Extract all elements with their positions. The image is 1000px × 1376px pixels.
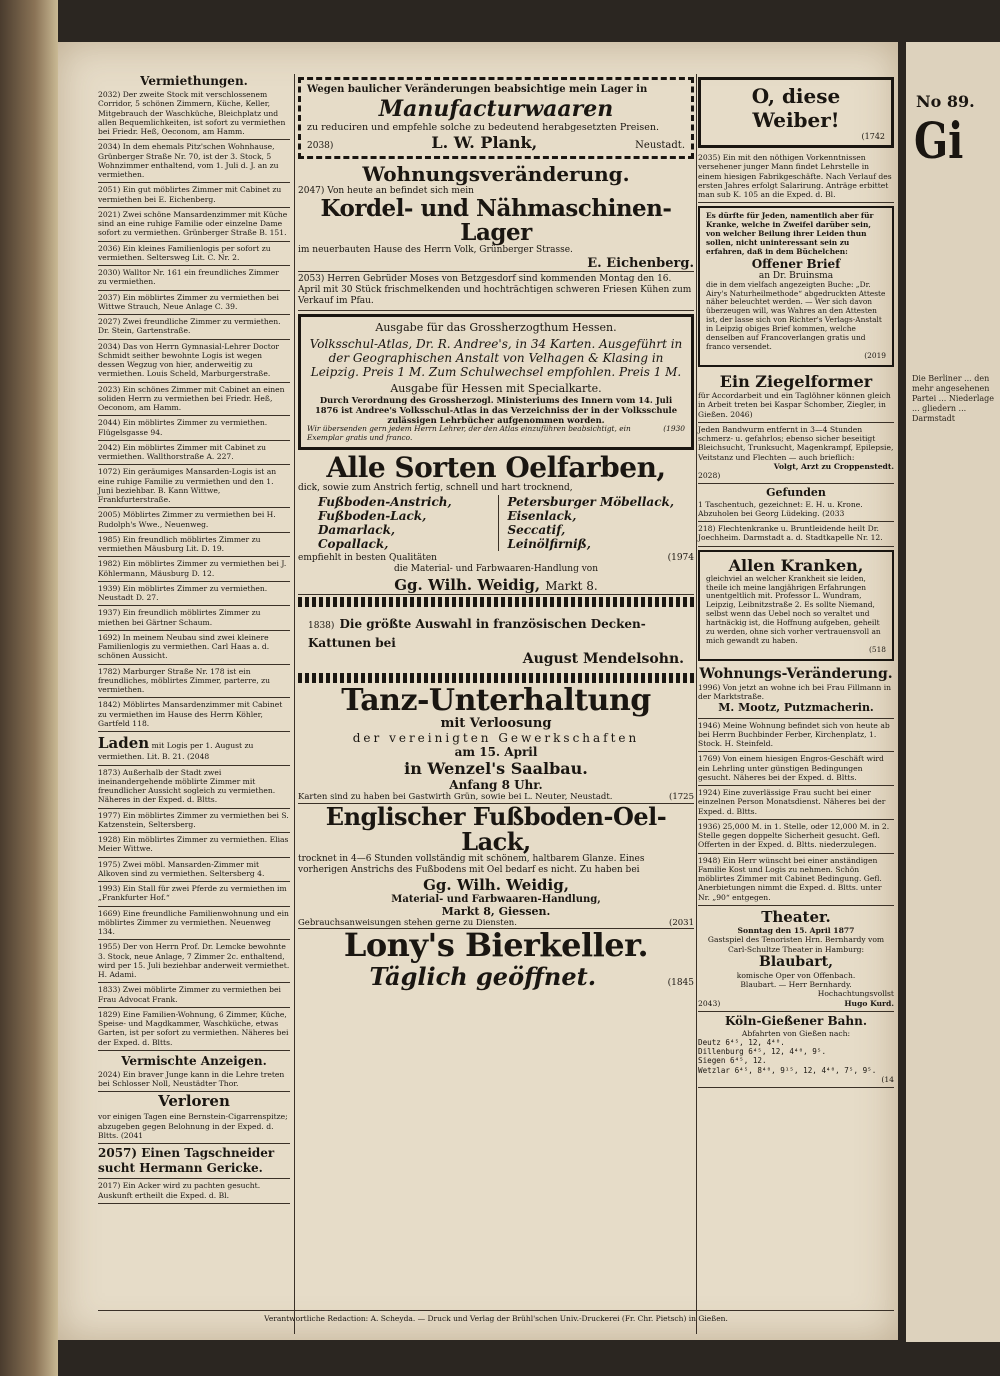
column-rule (294, 74, 295, 1334)
rental-ad: 2023) Ein schönes Zimmer mit Cabinet an einen soliden Herrn zu vermiethen bei Friedr. Heß, Oeconom, am Hamm. (98, 383, 290, 417)
dance-place: in Wenzel's Saalbau. (404, 759, 588, 779)
rental-ad: 2051) Ein gut möblirtes Zimmer mit Cabinet zu vermiethen bei E. Eichenberg. (98, 183, 290, 208)
ornament-border (298, 673, 694, 683)
rental-ad: 1955) Der von Herrn Prof. Dr. Lemcke bewohnte 3. Stock, neue Anlage, 7 Zimmer 2c. enthaltend, wird per 15. Juli beziehbar anderweit vermiethet. H. Adami. (98, 940, 290, 983)
found-heading: Gefunden (766, 486, 826, 500)
oil-title: Englischer Fußboden-Oel-Lack, (325, 801, 667, 856)
french-text: Die größte Auswahl in französischen Decken-Kattunen bei (308, 616, 646, 650)
rental-ad: 1829) Eine Familien-Wohnung, 6 Zimmer, Küche, Speise- und Magdkammer, Waschküche, etwas Garten, ist per sofort zu vermiethen. Näheres bei der Exped. d. Bltts. (98, 1008, 290, 1051)
brick-num: 2046) (730, 409, 753, 419)
paint-place: Markt 8. (545, 578, 598, 593)
theater-title: Theater. (761, 907, 831, 926)
beer-num: (1845 (667, 978, 694, 989)
theater-num: 2043) (698, 998, 721, 1008)
rail-timetable (698, 1038, 894, 1075)
brick-text: für Accordarbeit und ein Taglöhner können gleich in Arbeit treten bei Kaspar Schomber, Ziegler, in Gießen. (698, 391, 891, 419)
rental-ad: 2032) Der zweite Stock mit verschlossenem Corridor, 5 schönen Zimmern, Küche, Keller, Mitgebrauch der Waschküche, Bleichplatz und allen Bequemlichkeiten, ist sofort zu vermiethen bei Friedr. Heß, Oeconom, am Hamm. (98, 88, 290, 140)
manufactur-intro: Wegen baulicher Veränderungen beabsichtige mein Lager in (307, 84, 648, 95)
rental-ad: 2027) Zwei freundliche Zimmer zu vermiethen. Dr. Stein, Gartenstraße. (98, 315, 290, 340)
rental-ad: 1982) Ein möblirtes Zimmer zu vermiethen bei J. Köhlermann, Mäusburg D. 12. (98, 557, 290, 582)
theater-genre: komische Oper von Offenbach. (736, 970, 856, 980)
paint-item: Seccatif, (507, 523, 566, 538)
sick-num: (518 (869, 644, 886, 654)
book-spine (0, 0, 58, 1376)
rail-row: Deutz 6⁴⁵, 12, 4⁴⁰. (698, 1037, 785, 1047)
atlas-edition: Ausgabe für das Grossherzogthum Hessen. (375, 321, 617, 335)
paint-list-left (318, 495, 452, 551)
beer-title: Lony's Bierkeller. (343, 925, 649, 964)
manufactur-firm: L. W. Plank, (431, 133, 538, 153)
ad-1946: 1946) Meine Wohnung befindet sich von heute ab bei Herrn Buchbinder Ferber, Kirchenplatz, 1. Stock. H. Steinfeld. (698, 719, 894, 753)
move2-text: 1996) Von jetzt an wohne ich bei Frau Fillmann in der Marktstraße. (698, 682, 892, 701)
found-text: 1 Taschentuch, gezeichnet: E. H. u. Krone. Abzuholen bei Georg Lüdeking. (698, 499, 863, 518)
rail-title: Köln-Gießener Bahn. (724, 1013, 868, 1028)
rental-ad: 1928) Ein möblirtes Zimmer zu vermiethen. Elias Meier Wittwe. (98, 833, 290, 858)
theater-sig2: Hugo Kurd. (844, 998, 894, 1008)
paint-num: (1974 (667, 553, 694, 564)
sick-text: gleichviel an welcher Krankheit sie leiden, theile ich meine langjährigen Erfahrungen unentgeltlich mit. Professor L. Wundram, Leipzig, Leibnitzstraße 2. Es sollte Niemand, selbst wenn das Uebel noch so veraltet und hartnäckig ist, die Hoffnung aufgeben, geheilt zu werden, ohne sich vorher vertrauensvoll an mich gewandt zu haben. (706, 573, 881, 645)
beer-ad (298, 925, 694, 992)
dance-ad (298, 682, 694, 804)
move2-sig: M. Mootz, Putzmacherin. (718, 701, 874, 715)
dance-title: Tanz-Unterhaltung (341, 682, 651, 718)
beer-sub: Täglich geöffnet. (369, 962, 597, 992)
column-rule (696, 74, 697, 1334)
atlas-ad (298, 314, 694, 450)
ad-1948: 1948) Ein Herr wünscht bei einer anständigen Familie Kost und Logis zu nehmen. Schön möblirtes Zimmer mit Cabinet Bedingung. Gefl. Anerbietungen nimmt die Exped. d. Bltts. unter Nr. „90“ entgegen. (698, 854, 894, 906)
oil-ad (298, 801, 694, 929)
next-page-edge (906, 42, 1000, 1342)
dance-time: Anfang 8 Uhr. (449, 778, 543, 793)
laden-title: Laden (98, 734, 150, 752)
rail-sub: Abfahrten von Gießen nach: (741, 1028, 851, 1038)
oil-num: (2031 (669, 917, 694, 928)
rental-ad: 1977) Ein möblirtes Zimmer zu vermiethen bei S. Katzenstein, Seltersberg. (98, 809, 290, 834)
rental-ad: 2034) In dem ehemals Pitz'schen Wohnhause, Grünberger Straße Nr. 70, ist der 3. Stock, 5 Wohnzimmer enthaltend, vom 1. Juli d. J. an zu vermiethen. (98, 140, 290, 183)
rental-ad: 1939) Ein möblirtes Zimmer zu vermiethen. Neustadt D. 27. (98, 582, 290, 607)
brief-title: Offener Brief (751, 256, 841, 271)
paint-title: Alle Sorten Oelfarben, (326, 451, 666, 485)
rail-ad (698, 1012, 894, 1088)
french-num: 1838) (308, 620, 335, 631)
field-ad: 2017) Ein Acker wird zu pachten gesucht. Auskunft ertheilt die Exped. d. Bl. (98, 1179, 290, 1204)
brick-title: Ein Ziegelformer (719, 371, 873, 391)
weiber-num: (1742 (861, 132, 885, 141)
manufactur-place: Neustadt. (635, 140, 685, 152)
rental-ad: 2036) Ein kleines Familienlogis per sofort zu vermiethen. Seltersweg Lit. C. Nr. 2. (98, 242, 290, 267)
tailor-ad: 2057) Einen Tagschneider sucht Hermann Gericke. (98, 1144, 290, 1179)
mixed-ad: 2024) Ein braver Junge kann in die Lehre treten bei Schlosser Noll, Neustädter Thor. (98, 1068, 290, 1093)
sick-title: Allen Kranken, (728, 555, 864, 575)
rental-ad: 1782) Marburger Straße Nr. 178 ist ein freundliches, möblirtes Zimmer, parterre, zu vermiethen. (98, 665, 290, 699)
worm-sig: Volgt, Arzt zu Croppenstedt. (773, 461, 894, 471)
move-text: im neuerbauten Hause des Herrn Volk, Grünberger Strasse. (298, 245, 573, 256)
atlas-num: (1930 (663, 424, 685, 434)
newspaper-page (58, 42, 898, 1340)
rental-ad: 2034) Das von Herrn Gymnasial-Lehrer Doctor Schmidt seither bewohnte Logis ist wegen dessen Wegzug von hier, anderweitig zu vermiethen. Louis Scheld, Marburgerstraße. (98, 340, 290, 383)
brief-intro: Es dürfte für Jeden, namentlich aber für Kranke, welche in Zweifel darüber sein, von welcher Beilung ihrer Leiden thun sollen, nicht uninteressant sein zu erfahren, daß in dem Büchelchen: (706, 211, 874, 256)
paint-intro: dick, sowie zum Anstrich fertig, schnell und hart trocknend, (298, 482, 573, 493)
section-heading: Vermiethungen. (140, 74, 248, 88)
paint-item: Damarlack, (318, 523, 396, 538)
laden-ad (98, 732, 290, 766)
dance-date: am 15. April (454, 745, 538, 760)
paint-item: Copallack, (318, 537, 389, 552)
manufactur-text: zu reduciren und empfehle solche zu bedeutend herabgesetzten Preisen. (307, 122, 660, 133)
theater-play: Blaubart, (759, 953, 833, 970)
manufactur-ad (298, 77, 694, 159)
lichen-ad: 218) Flechtenkranke u. Bruntleidende heilt Dr. Joechheim. Darmstadt a. d. Stadtkapelle Nr. 12. (698, 522, 894, 547)
rental-ad: 1072) Ein geräumiges Mansarden-Logis ist an eine ruhige Familie zu vermiethen und den 1. Juni beziehbar. B. Kann Wittwe, Frankfurterstraße. (98, 465, 290, 508)
paint-item: Fußboden-Anstrich, (318, 495, 452, 510)
rental-ad: 1692) In meinem Neubau sind zwei kleinere Familienlogis zu vermiethen. Carl Haas a. d. schönen Aussicht. (98, 631, 290, 665)
worm-ad (698, 423, 894, 485)
dance-by: der vereinigten Gewerkschaften (352, 731, 640, 746)
french-sig: August Mendelsohn. (522, 650, 684, 667)
sick-ad (698, 550, 894, 661)
column-left (98, 74, 290, 1204)
atlas-note: Wir übersenden gern jedem Herrn Lehrer, der den Atlas einzuführen beabsichtigt, ein Exemplar gratis und franco. (307, 424, 631, 443)
ad-1769: 1769) Von einem hiesigen Engros-Geschäft wird ein Lehrling unter günstigen Bedingungen gesucht. Näheres bei der Exped. d. Bltts. (698, 752, 894, 786)
rental-ads-2 (98, 766, 290, 1051)
brief-text: die in dem vielfach angezeigten Buche: „Dr. Airy's Naturheilmethode“ abgedruckten Atteste näher beleuchtet werden. — Wer sich davon überzeugen will, was Wahres an den Attesten ist, der lasse sich von Richter's Verlags-Anstalt in Leipzig obiges Brief kommen, welche denselben auf Francoverlangen gratis und franco versendet. (706, 279, 886, 351)
paint-item: Fußboden-Lack, (318, 509, 427, 524)
ad-1936: 1936) 25,000 M. in 1. Stelle, oder 12,000 M. in 2. Stelle gegen doppelte Sicherheit gesucht. Gefl. Offerten in der Exped. d. Bltts. niederzulegen. (698, 820, 894, 854)
atlas-decree: Durch Verordnung des Grossherzogl. Ministeriums des Innern vom 14. Juli 1876 ist Andree's Volksschul-Atlas in das Verzeichniss der in der Volksschule zulässigen Lehrbücher aufgenommen worden. (314, 395, 678, 426)
brick-ad (698, 370, 894, 423)
paint-item: Leinölfirniß, (507, 537, 591, 552)
worm-text: Jeden Bandwurm entfernt in 3—4 Stunden schmerz- u. gefahrlos; ebenso sicher beseitigt Bleichsucht, Trunksucht, Magenkrampf, Epilepsie, Veitstanz und Flechten — auch brieflich: (698, 424, 894, 462)
ad-1924: 1924) Eine zuverlässige Frau sucht bei einer einzelnen Person Monatsdienst. Näheres bei der Exped. d. Bltts. (698, 786, 894, 820)
issue-number: No 89. (916, 92, 975, 111)
french-ad (298, 609, 694, 671)
move2-ad (698, 664, 894, 719)
rental-ad: 2005) Möblirtes Zimmer zu vermiethen bei H. Rudolph's Wwe., Neuenweg. (98, 508, 290, 533)
rental-ad: 2037) Ein möblirtes Zimmer zu vermiethen bei Wittwe Strauch, Neue Anlage C. 39. (98, 291, 290, 316)
laden-text: mit Logis per 1. August zu vermiethen. Lit. B. 21. (2048 (98, 741, 254, 762)
rental-ad: 1669) Eine freundliche Familienwohnung und ein möblirtes Zimmer zu vermiethen. Neuenweg 134. (98, 907, 290, 941)
paint-firm-line: die Material- und Farbwaaren-Handlung von (393, 564, 599, 575)
apprentice-ad: 2035) Ein mit den nöthigen Vorkenntnissen versehener junger Mann findet Lehrstelle in einem hiesigen Fabrikgeschäfte. Nach Verlauf des ersten Jahres erfolgt Salarirung. Anträge erbittet man sub K. 105 an die Exped. d. Bl. (698, 151, 894, 203)
move-intro: 2047) Von heute an befindet sich mein (298, 186, 474, 197)
rental-ad: 2030) Walltor Nr. 161 ein freundliches Zimmer zu vermiethen. (98, 266, 290, 291)
dance-tickets: Karten sind zu haben bei Gastwirth Grün, sowie bei L. Neuter, Neustadt. (298, 792, 613, 803)
cattle-ad: 2053) Herren Gebrüder Moses von Betzgesdorf sind kommenden Montag den 16. April mit 30 Stück frischmelkenden und hochträchtigen schweren Friesen Kühen zum Verkauf im Pfau. (298, 272, 694, 311)
brief-author: an Dr. Bruinsma (758, 270, 834, 281)
oil-note: Gebrauchsanweisungen stehen gerne zu Diensten. (298, 917, 517, 928)
rental-ad: 2044) Ein möblirtes Zimmer zu vermiethen. Flügelsgasse 94. (98, 416, 290, 441)
theater-sig1: Hochachtungsvollst (817, 989, 894, 999)
rental-ads (98, 88, 290, 732)
weiber-ad (698, 77, 894, 148)
paint-lists (298, 493, 694, 553)
move-big: Kordel- und Nähmaschinen-Lager (320, 195, 672, 247)
dance-sub: mit Verloosung (440, 716, 552, 732)
paint-item: Eisenlack, (507, 509, 577, 524)
theater-date: Sonntag den 15. April 1877 (737, 926, 855, 936)
weiber-title: O, diese Weiber! (751, 84, 841, 132)
lost-heading: Verloren (158, 1092, 230, 1111)
column-middle (298, 74, 694, 991)
rental-ad: 1985) Ein freundlich möblirtes Zimmer zu vermiethen Mäusburg Lit. D. 19. (98, 533, 290, 558)
lost-ad: vor einigen Tagen eine Bernstein-Cigarrenspitze; abzugeben gegen Belohnung in der Exped. d. Bltts. (2041 (98, 1110, 290, 1144)
paint-recommend: empfiehlt in besten Qualitäten (298, 553, 437, 564)
paint-firm: Gg. Wilh. Weidig, (394, 575, 541, 594)
theater-ad (698, 906, 894, 1012)
atlas-text: Volksschul-Atlas, Dr. R. Andree's, in 34 Karten. Ausgeführt in der Geographischen Anstalt von Velhagen & Klasing in Leipzig. Preis 1 M. Zum Schulwechsel empfohlen. Preis 1 M. (309, 337, 683, 380)
rail-num: (14 (881, 1074, 894, 1084)
worm-num: 2028) (698, 471, 721, 481)
atlas-special: Ausgabe für Hessen mit Specialkarte. (390, 382, 602, 396)
rail-row: Dillenburg 6⁴⁵, 12, 4⁴⁰, 9⁵. (698, 1047, 827, 1057)
rental-ad: 2021) Zwei schöne Mansardenzimmer mit Küche sind an eine ruhige Familie oder einzelne Dame sofort zu vermiethen. Grünberger Straße B. 151. (98, 208, 290, 242)
manufactur-title: Manufacturwaaren (378, 96, 614, 122)
rental-ad: 1873) Außerhalb der Stadt zwei ineinandergehende möblirte Zimmer mit freundlicher Aussicht sogleich zu vermiethen. Näheres in der Exped. d. Bltts. (98, 766, 290, 809)
rail-row: Siegen 6⁴⁵, 12. (698, 1056, 767, 1066)
move-title: Wohnungsveränderung. (362, 162, 630, 187)
rental-ad: 2042) Ein möblirtes Zimmer mit Cabinet zu vermiethen. Wallthorstraße A. 227. (98, 441, 290, 466)
brief-num: (2019 (864, 350, 886, 360)
masthead-fragment: Gi (914, 111, 964, 170)
manufactur-num: 2038) (307, 141, 334, 152)
found-ad (698, 484, 894, 522)
theater-guest: Gastspiel des Tenoristen Hrn. Bernhardy vom Carl-Schultze Theater in Hamburg: (707, 935, 885, 954)
oil-firm2: Material- und Farbwaaren-Handlung, (391, 893, 601, 905)
rental-ad: 1975) Zwei möbl. Mansarden-Zimmer mit Alkoven sind zu vermiethen. Seltersberg 4. (98, 858, 290, 883)
oil-firm: Gg. Wilh. Weidig, (423, 875, 569, 894)
rental-ad: 1833) Zwei möblirte Zimmer zu vermiethen bei Frau Advocat Frank. (98, 983, 290, 1008)
brief-ad (698, 206, 894, 366)
move2-title: Wohnungs-Veränderung. (699, 665, 893, 682)
oil-text: trocknet in 4—6 Stunden vollständig mit schönem, haltbarem Glanze. Eines vorherigen Anstrichs des Fußbodens mit Oel bedarf es nicht. Zu haben bei (298, 854, 645, 875)
imprint-footer: Verantwortliche Redaction: A. Scheyda. — Druck und Verlag der Brühl'schen Univ.-Druckerei (Fr. Chr. Pietsch) in Gießen. (98, 1310, 894, 1323)
rail-row: Wetzlar 6⁴⁵, 8⁴⁰, 9¹⁵, 12, 4⁴⁰, 7⁵, 9⁵. (698, 1065, 877, 1075)
dance-num: (1725 (669, 792, 694, 803)
found-num: (2033 (822, 508, 845, 518)
next-page-text: Die Berliner ... den mehr angesehenen Partei ... Niederlage ... gliedern ... Darmstadt (912, 374, 994, 423)
ornament-border (298, 597, 694, 607)
paint-item: Petersburger Möbellack, (507, 495, 674, 510)
mixed-heading: Vermischte Anzeigen. (121, 1053, 267, 1068)
rental-ad: 1993) Ein Stall für zwei Pferde zu vermiethen im „Frankfurter Hof.“ (98, 882, 290, 907)
theater-cast: Blaubart. — Herr Bernhardy. (740, 980, 852, 990)
rental-ad: 1842) Möblirtes Mansardenzimmer mit Cabinet zu vermiethen im Hause des Herrn Köhler, Gartfeld 118. (98, 698, 290, 732)
move-sig: E. Eichenberg. (298, 256, 694, 272)
paint-list-right (498, 495, 674, 551)
column-right (698, 74, 894, 1088)
rental-ad: 1937) Ein freundlich möblirtes Zimmer zu miethen bei Gärtner Schaum. (98, 606, 290, 631)
oil-firm3: Markt 8, Giessen. (441, 904, 551, 918)
